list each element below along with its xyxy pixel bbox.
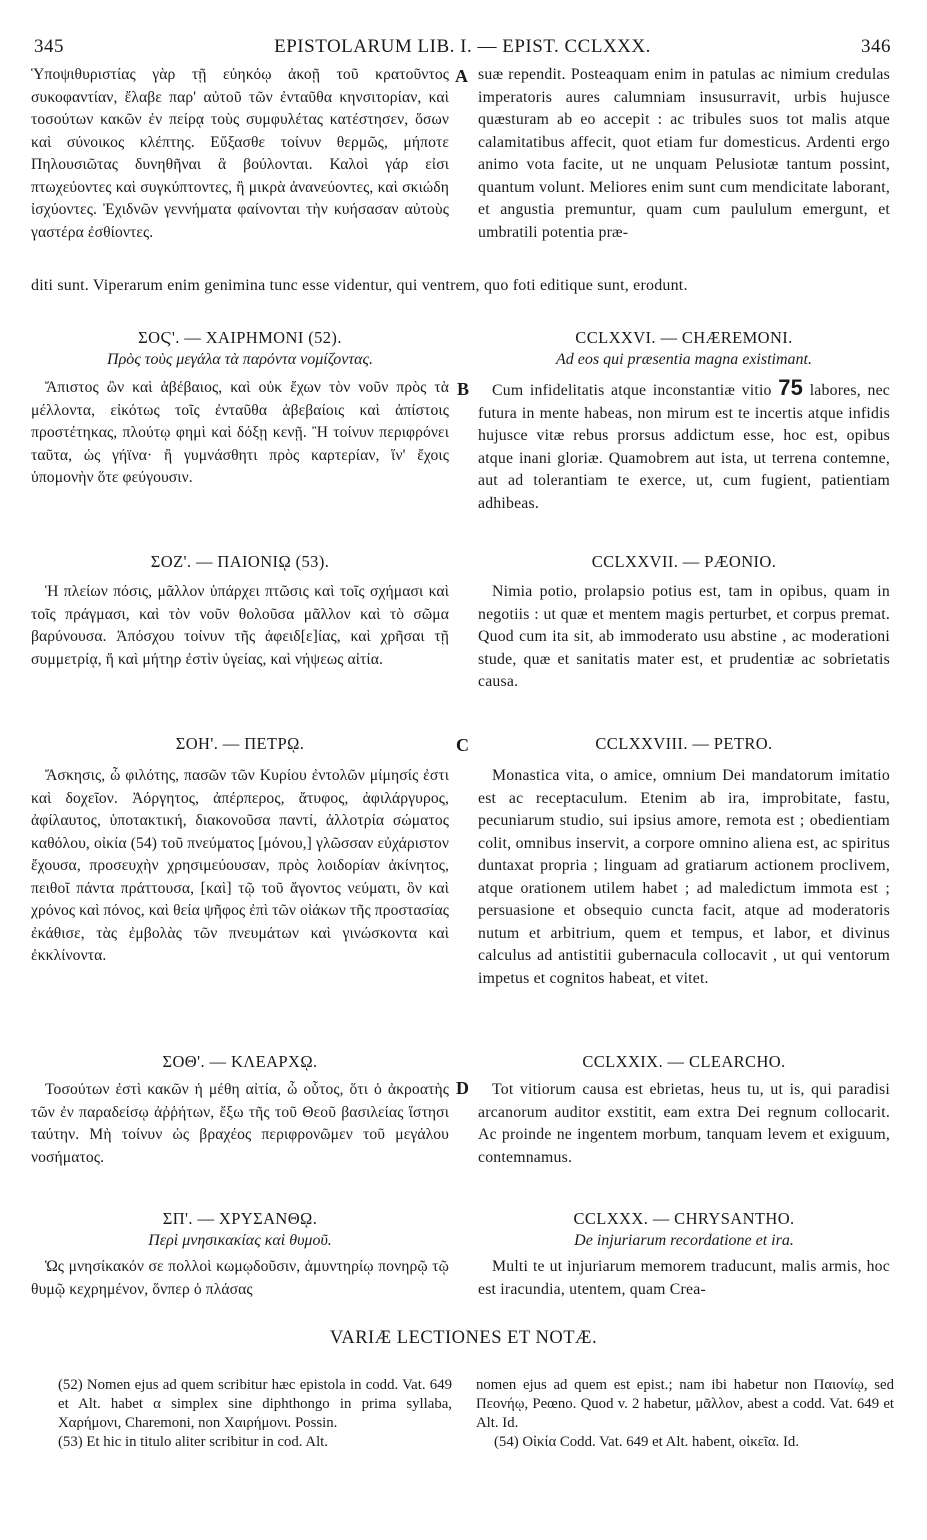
latin-epistle-heading: CCLXXX. — CHRYSANTHO. [573,1209,795,1228]
column-marker-75: 75 [778,375,804,400]
greek-epistle-subtitle: Περὶ μνησικακίας καὶ θυμοῦ. [148,1232,332,1249]
greek-epistle-277 [31,551,449,671]
greek-epistle-heading: ΣΟϚ'. — ΧΑΙΡΗΜΟΝΙ (52). [138,328,342,347]
greek-epistle-heading: ΣΟΘ'. — ΚΛΕΑΡΧῼ. [162,1052,318,1071]
note-52: (52) Nomen ejus ad quem scribitur hæc epistola in codd. Vat. 649 et Alt. habet α simplex sine diphthongo in prima syllaba, Χαρήμονι, Charemoni, non Χαιρήμονι. Possin. [58,1377,452,1431]
greek-epistle-heading: ΣΟΗ'. — ΠΕΤΡῼ. [175,734,305,753]
latin-epistle-text: Nimia potio, prolapsio potius est, tam in opibus, quam in negotiis : ut quæ et mentem magis perturbet, et corpus premat. Quod cum ita sit, ab immoderato usu abstine , ac moderationi stude, quæ et sanitatis mater est, et prudentiæ ac sobrietatis causa. [478,583,890,690]
latin-epistle-subtitle: De injuriarum recordatione et ira. [574,1232,794,1249]
latin-epistle-text [478,377,890,515]
latin-epistle-text: Monastica vita, o amice, omnium Dei mandatorum imitatio est ac receptaculum. Etenim ab ira, improbitate, fastu, pecuniarum studio, sui ipsius amore, remota est ; obedientiam colit, omnibus inservit, a corpore omnino aliena est, ac spiritus duntaxat propria ; linguam ad gratiarum actionem proclivem, atque orationem utilem habet ; ad maledictum immota est ; persuasione et obsequio cuncta facit, atque ad moderatoris nutum et arbitrium, quem et tempus, et labor, et divinus calculus ad antistitii gubernacula collocavit , ut qui ventorum impetus et cognitos habeat, et vitet. [478,767,890,987]
margin-letter-a: A [455,66,468,86]
running-title: EPISTOLARUM LIB. I. — EPIST. CCLXXX. [274,36,651,57]
page-number-right: 346 [861,36,891,57]
page-number-left: 345 [34,36,64,57]
greek-epistle-text: Τοσούτων ἐστὶ κακῶν ἡ μέθη αἰτία, ὦ οὗτος, ὅτι ὁ ἀκροατὴς τῶν ἐν παραδείσῳ ἀῤῥήτων, ἔξω τῆς τοῦ Θεοῦ βασιλείας ἵστησι ταύτην. Μὴ τοίνυν ὡς βραχέος περιφρονῶμεν τοῦ μεγάλου νοσήματος. [31,1081,449,1166]
margin-letter-b: B [457,379,470,399]
latin-epistle-278 [478,733,890,990]
latin-intro-column [478,64,890,244]
note-54: (54) Οἰκία Codd. Vat. 649 et Alt. habent, οἰκεῖα. Id. [494,1434,800,1450]
greek-epistle-text: Ἡ πλείων πόσις, μᾶλλον ὑπάρχει πτῶσις καὶ τοῖς σχήμασι καὶ τοῖς πράγμασι, καὶ τὸν νοῦν θολοῦσα μᾶλλον καὶ τὸ σῶμα βαρύνουσα. Ἀπόσχου τοίνυν τῆς ἀφειδ[ε]ίας, καὶ χρῆσαι τῇ συμμετρίᾳ, ἥ καὶ μήτηρ ἐστὶν ὑγείας, καὶ νήψεως αἰτία. [31,583,449,668]
note-53-continued: nomen ejus ad quem est epist.; nam ibi habetur non Παιονίῳ, sed Πεονήῳ, Peœno. Quod v. 2 habetur, μᾶλλον, abest a codd. Vat. 649 et Alt. Id. [476,1377,894,1431]
latin-epistle-280 [478,1208,890,1301]
latin-epistle-276 [478,327,890,515]
greek-epistle-heading: ΣΟΖ'. — ΠΑΙΟΝΙῼ (53). [150,552,330,571]
note-left [58,1376,452,1452]
greek-epistle-heading: ΣΠ'. — ΧΡΥΣΑΝΘῼ. [162,1209,318,1228]
latin-epistle-text: Multi te ut injuriarum memorem traducunt, malis armis, hoc est iracundia, utentem, quam Crea- [478,1258,890,1298]
greek-epistle-text: Ὡς μνησίκακόν σε πολλοὶ κωμῳδοῦσιν, ἀμυντηρίῳ πονηρῷ τῷ θυμῷ κεχρημένον, ὅνπερ ὁ πλάσας [31,1258,449,1298]
margin-letter-d: D [456,1078,469,1098]
running-header [34,36,891,62]
latin-epistle-279 [478,1051,890,1169]
greek-epistle-278 [31,733,449,968]
greek-epistle-text: Ἄπιστος ὢν καὶ ἀβέβαιος, καὶ οὐκ ἔχων τὸν νοῦν πρὸς τὰ μέλλοντα, εἰκότως τοῖς ἐνταῦθα ἀβεβαίοις καὶ ἀπίστοις προστέτηκας, πλούτῳ φημὶ καὶ δόξῃ κενῇ. Ἢ τοίνυν περιφρόνει ταῦτα, ὡς γήϊνα· ἢ γυμνάσθητι πρὸς καρτερίαν, ἵν' ἔχοις ὑπομονὴν ὅτε φεύγουσιν. [31,379,449,486]
margin-letter-c: C [456,735,469,755]
note-right [476,1376,894,1452]
latin-epistle-heading: CCLXXIX. — CLEARCHO. [582,1052,786,1071]
greek-epistle-text: Ἄσκησις, ὦ φιλότης, πασῶν τῶν Κυρίου ἐντολῶν μίμησίς ἐστι καὶ δοχεῖον. Ἀόργητος, ἀπέρπερος, ἄτυφος, ἀφιλάργυρος, ἀφίλαυτος, ὑποτακτική, διακονοῦσα παντί, ἀλλοτρία σώματος καθόλου, οἰκία (54) τοῦ πνεύματος [μόνου,] γλῶσσαν εὐχάριστον ἔχουσα, προσευχὴν χρησιμεύουσαν, πρὸς λοιδορίαν ἀκίνητος, πειθοῖ πάντα πράττουσα, [καὶ] τῷ τοῦ ἄγοντος νεύματι, ὃν καὶ χρόνος καὶ πόνος, καὶ θεία ψῆφος ἐπὶ τῶν οἰάκων τῆς προστασίας ἐκάθισε, τὰς ἐμβολὰς τῶν πνευμάτων καὶ γινώσκοντα καὶ ἐκκλίνοντα. [31,767,449,964]
latin-epistle-heading: CCLXXVIII. — PETRO. [595,734,773,753]
latin-epistle-heading: CCLXXVI. — CHÆREMONI. [575,328,793,347]
latin-epistle-heading: CCLXXVII. — PÆONIO. [591,552,777,571]
latin-epistle-text-rest: labores, nec futura in mente habeas, non mirum est te incertis atque infidis hujusce vitæ rebus prorsus addictum esse, hoc est, opibus atque inani gloriæ. Quamobrem aut ista, ut terrena contemne, aut ad tolerantiam te exerce, ut, cum fugient, patientiam adhibeas. [478,382,890,512]
latin-epistle-277 [478,551,890,694]
notes-title: VARIÆ LECTIONES ET NOTÆ. [329,1328,598,1348]
greek-epistle-276 [31,327,449,490]
latin-intro-continuation: diti sunt. Viperarum enim genimina tunc esse videntur, qui ventrem, quo foti editique sunt, erodunt. [31,277,688,294]
greek-epistle-280 [31,1208,449,1301]
greek-epistle-subtitle: Πρὸς τοὺς μεγάλα τὰ παρόντα νομίζοντας. [107,351,373,368]
latin-epistle-text-start: Cum infidelitatis atque inconstantiæ vitio [492,382,772,399]
latin-intro-text: suæ rependit. Posteaquam enim in patulas ac nimium credulas imperatoris aures calumniam insusurravit, urbis hujusce quæsturam ab eo accepit : ac tribules suos tot malis atque calamitatibus affecit, quot etiam fur domesticus. Ardenti ergo animo vota facite, ut ne unquam Pelusiotæ tantum possint, quantum volunt. Meliores enim sunt cum mendicitate laborant, et angustia premuntur, quam cum paululum emergunt, et umbratili potentia præ- [478,66,890,241]
latin-epistle-subtitle: Ad eos qui præsentia magna existimant. [556,351,812,368]
greek-intro-text: Ὑποψιθυριστίας γὰρ τῇ εὐηκόῳ ἀκοῇ τοῦ κρατοῦντος συκοφαντίαν, ἔλαβε παρ' αὐτοῦ τῶν ἐνταῦθα κηνσιτορίαν, καὶ τοσούτων κακῶν ἐν πείρᾳ τοὺς συμφυλέτας κατέστησεν, ὅσων καὶ σύνοικος κλέπτης. Εὔξασθε τοίνυν θερμῶς, μήποτε Πηλουσιῶτας δυνηθῆναι ἃ βούλονται. Καλοὶ γάρ εἰσι πτωχεύοντες καὶ συγκύπτοντες, ἢ μικρὰ ἀνανεύοντες, καὶ σκιώδη ἰσχύοντες. Ἐχιδνῶν γεννήματα φαίνονται τὴν κυήσασαν αὐτοὺς γαστέρα ἐσθίοντες. [31,66,449,241]
latin-epistle-text: Tot vitiorum causa est ebrietas, heus tu, ut is, qui paradisi arcanorum auditor exstitit, eam extra Dei regnum collocarit. Ac proinde ne ingentem morbum, tanquam levem et exiguum, contemnamus. [478,1081,890,1166]
note-53: (53) Et hic in titulo aliter scribitur in cod. Alt. [58,1434,328,1450]
greek-intro-column [31,64,449,244]
greek-epistle-279 [31,1051,449,1169]
